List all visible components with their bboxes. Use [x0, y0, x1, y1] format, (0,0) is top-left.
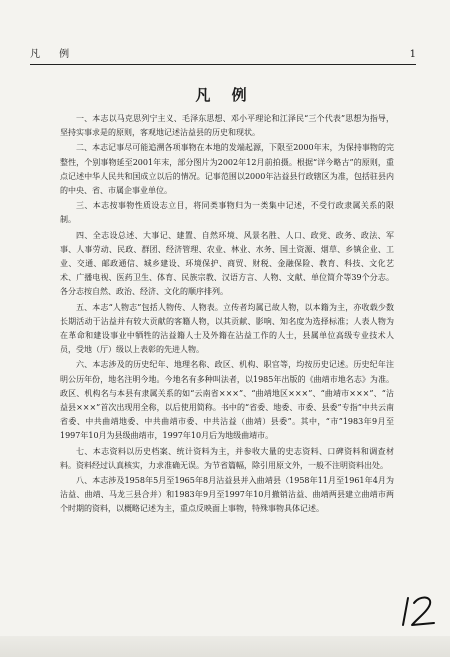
paragraph-1: 一、本志以马克思列宁主义、毛泽东思想、邓小平理论和江泽民“三个代表”思想为指导，坚持实事求是的原则，客观地记述沾益县的历史和现状。 — [60, 114, 394, 138]
body-text — [60, 112, 394, 518]
paragraph-2: 二、本志记事尽可能追溯各项事物在本地的发端起源，下限至2000年末，为保持事物的完整性，个别事物延至2001年末，部分图片为2002年12月前拍摄。根据“详今略古”的原则，重点记述中华人民共和国成立以后的情况。记事范围以2000年沾益县行政辖区为准，包括驻县内的中央、省、市属企事业单位。 — [60, 143, 394, 196]
paragraph-4: 四、全志设总述、大事记、建置、自然环境、风景名胜、人口、政党、政务、政法、军事、人事劳动、民政、群团、经济管理、农业、林业、水务、国土资源、烟草、乡镇企业、工业、交通、邮政通信、城乡建设、环境保护、商贸、财税、金融保险、教育、科技、文化艺术、广播电视、医药卫生、体育、民族宗教、汉语方言、人物、文献、单位简介等39个分志。各分志按自然、政治、经济、文化的顺序排列。 — [60, 230, 394, 297]
handwritten-page-mark — [400, 594, 442, 628]
page-number: 1 — [409, 49, 416, 60]
paragraph-5: 五、本志“人物志”包括人物传、人物表。立传者均属已故人物，以本籍为主，亦收载少数长期活动于沾益并有较大贡献的客籍人物，以其贡献、影响、知名度为选择标准；人表人物为在革命和建设事业中牺牲的沾益籍人士及外籍在沾益工作的人士，县属单位高级专业技术人员，受地（厅）级以上表彰的先进人物。 — [60, 302, 394, 355]
page-title: 凡 例 — [195, 86, 255, 104]
paragraph-3: 三、本志按事物性质设志立目，将同类事物归为一类集中记述，不受行政隶属关系的限制。 — [60, 201, 394, 225]
paragraph-7: 七、本志资料以历史档案、统计资料为主，并参收大量的史志资料、口碑资料和调查材料。资料经过认真核实，力求准确无误。为节省篇幅，除引用原文外，一般不注明资料出处。 — [60, 446, 394, 470]
running-head — [30, 48, 416, 65]
paragraph-8: 八、本志涉及1958年5月至1965年8月沾益县并入曲靖县（1958年11月至1961年4月为沾益、曲靖、马龙三县合并）和1983年9月至1997年10月撤销沾益、曲靖两县建立曲靖市两个时期的资料，以概略记述为主，重点反映面上事物，特殊事物具体记述。 — [60, 476, 394, 514]
paragraph-6: 六、本志涉及的历史纪年、地理名称、政区、机构、职官等，均按历史记述。历史纪年注明公历年份，地名注明今地。今地名有多种叫法者，以1985年出版的《曲靖市地名志》为准。政区、机构名与本县有隶属关系的如“云南省×××”、“曲靖地区×××”、“曲靖市×××”、“沾益县×××”首次出现用全称，以后使用简称。书中的“省委、地委、市委、县委”专指“中共云南省委、中共曲靖地委、中共曲靖市委、中共沾益（曲靖）县委”。其中，“市”1983年9月至1997年10月为县级曲靖市，1997年10月后为地级曲靖市。 — [60, 360, 394, 441]
running-head-title: 凡 例 — [30, 49, 78, 60]
scan-bottom-band — [0, 636, 450, 657]
